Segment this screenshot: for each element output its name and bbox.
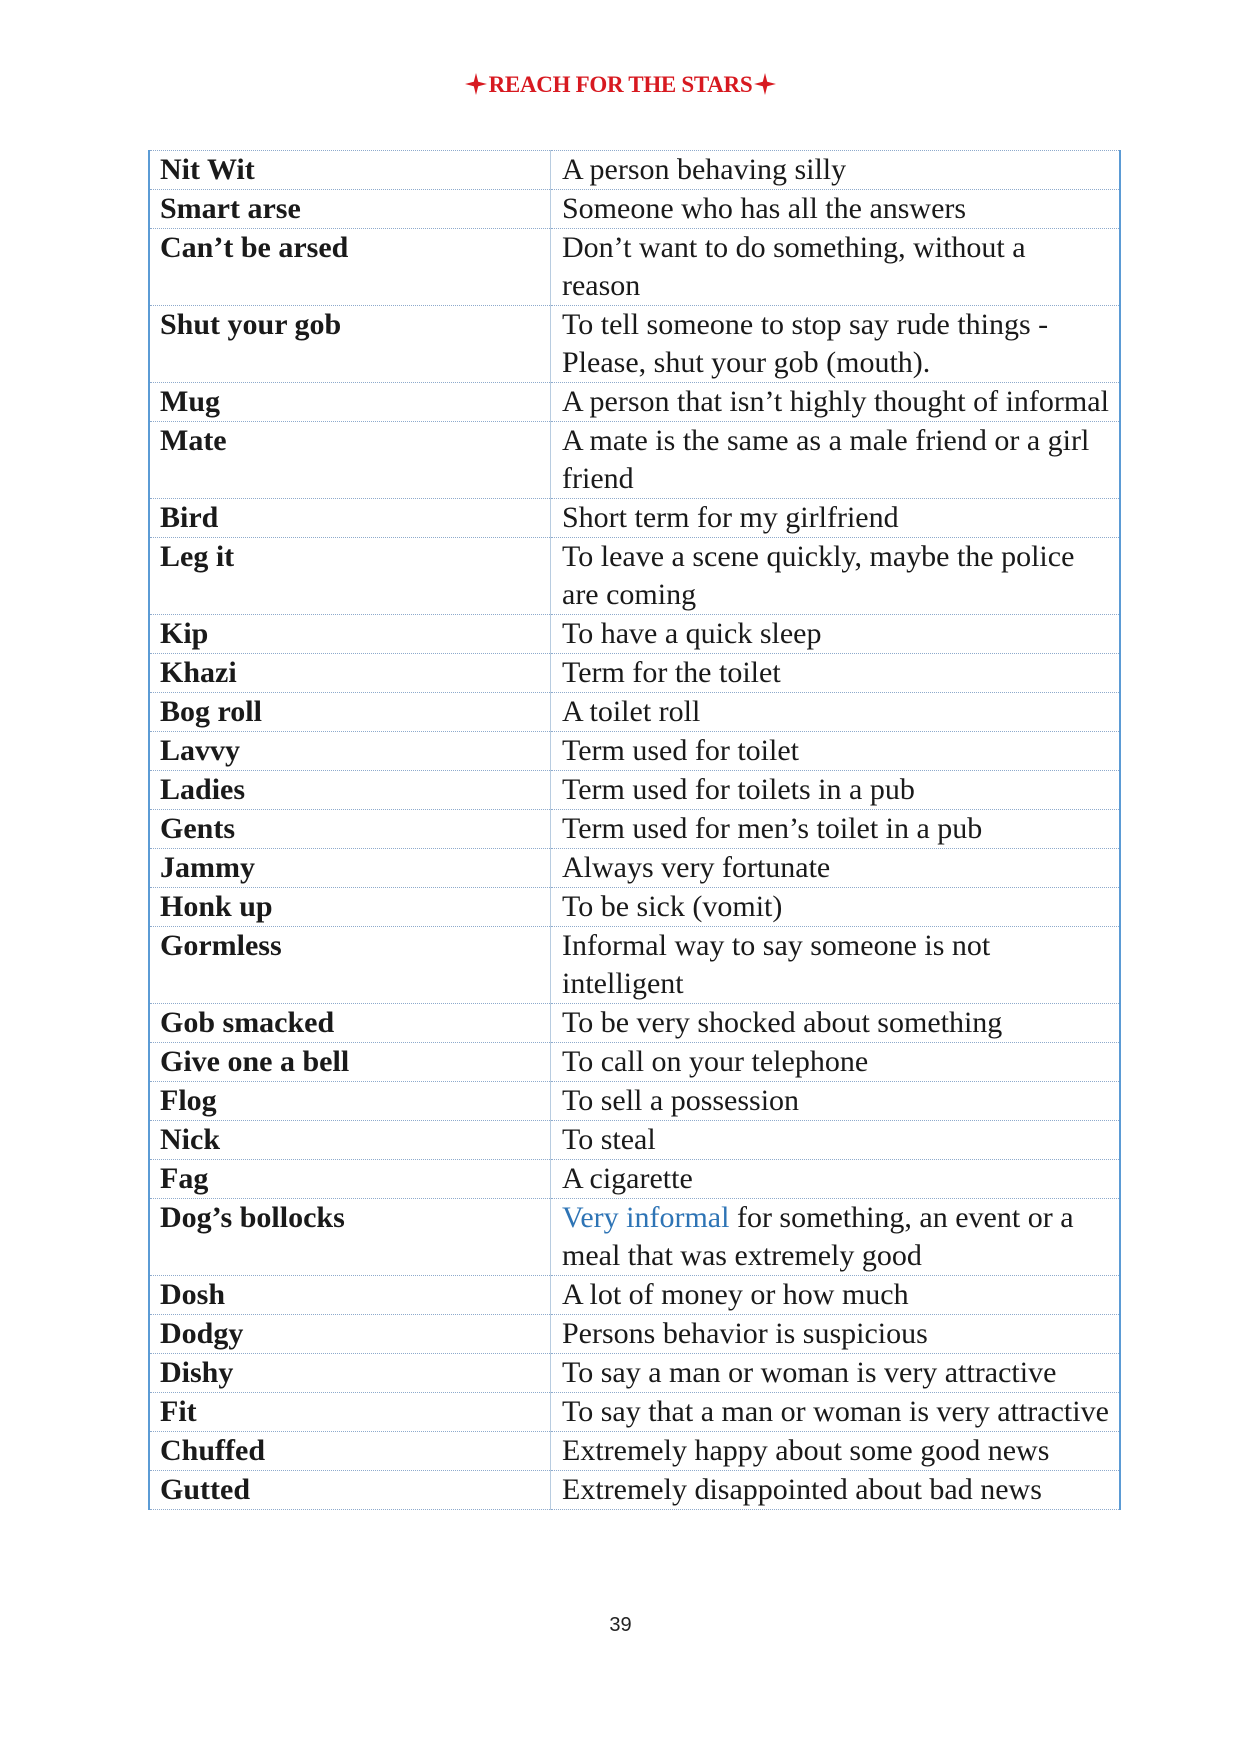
term-cell: Leg it — [149, 538, 551, 615]
definition-cell: Extremely disappointed about bad news — [551, 1471, 1121, 1510]
definition-cell: To say a man or woman is very attractive — [551, 1354, 1121, 1393]
table-row — [149, 1393, 1120, 1432]
table-row — [149, 927, 1120, 1004]
slang-table — [148, 150, 1121, 1510]
term-cell: Dog’s bollocks — [149, 1199, 551, 1276]
definition-cell: A person that isn’t highly thought of informal — [551, 383, 1121, 422]
definition-cell: To sell a possession — [551, 1082, 1121, 1121]
table-row — [149, 771, 1120, 810]
table-row — [149, 693, 1120, 732]
term-cell: Gents — [149, 810, 551, 849]
page-number: 39 — [609, 1614, 632, 1636]
table-row — [149, 849, 1120, 888]
definition-cell: Always very fortunate — [551, 849, 1121, 888]
table-row — [149, 306, 1120, 383]
term-cell: Khazi — [149, 654, 551, 693]
table-row — [149, 888, 1120, 927]
definition-cell: To say that a man or woman is very attractive — [551, 1393, 1121, 1432]
table-row — [149, 190, 1120, 229]
term-cell: Nit Wit — [149, 151, 551, 190]
page-header — [0, 72, 1241, 98]
table-row — [149, 654, 1120, 693]
table-row — [149, 732, 1120, 771]
table-row — [149, 615, 1120, 654]
table-row — [149, 229, 1120, 306]
term-cell: Mug — [149, 383, 551, 422]
table-row — [149, 1471, 1120, 1510]
term-cell: Gob smacked — [149, 1004, 551, 1043]
four-point-star-icon — [754, 73, 776, 95]
table-row — [149, 1276, 1120, 1315]
term-cell: Ladies — [149, 771, 551, 810]
definition-cell: Don’t want to do something, without a reason — [551, 229, 1121, 306]
definition-cell: To be very shocked about something — [551, 1004, 1121, 1043]
term-cell: Kip — [149, 615, 551, 654]
table-row — [149, 1199, 1120, 1276]
table-row — [149, 1160, 1120, 1199]
table-row — [149, 422, 1120, 499]
term-cell: Smart arse — [149, 190, 551, 229]
term-cell: Chuffed — [149, 1432, 551, 1471]
definition-cell: A mate is the same as a male friend or a girl friend — [551, 422, 1121, 499]
table-row — [149, 499, 1120, 538]
table-row — [149, 383, 1120, 422]
definition-cell: To steal — [551, 1121, 1121, 1160]
term-cell: Shut your gob — [149, 306, 551, 383]
definition-cell: Term used for toilets in a pub — [551, 771, 1121, 810]
table-row — [149, 151, 1120, 190]
term-cell: Lavvy — [149, 732, 551, 771]
term-cell: Dosh — [149, 1276, 551, 1315]
term-cell: Bog roll — [149, 693, 551, 732]
definition-cell: To tell someone to stop say rude things - Please, shut your gob (mouth). — [551, 306, 1121, 383]
table-row — [149, 1432, 1120, 1471]
table-row — [149, 1354, 1120, 1393]
table-row — [149, 1315, 1120, 1354]
definition-text: for something, an event or a meal that was extremely good — [562, 1201, 1074, 1272]
definition-cell: A toilet roll — [551, 693, 1121, 732]
highlighted-text: Very informal — [562, 1201, 730, 1234]
term-cell: Jammy — [149, 849, 551, 888]
definition-cell: A person behaving silly — [551, 151, 1121, 190]
table-row — [149, 1043, 1120, 1082]
definition-cell: Persons behavior is suspicious — [551, 1315, 1121, 1354]
term-cell: Can’t be arsed — [149, 229, 551, 306]
term-cell: Dodgy — [149, 1315, 551, 1354]
table-row — [149, 1004, 1120, 1043]
table-row — [149, 810, 1120, 849]
term-cell: Fit — [149, 1393, 551, 1432]
term-cell: Nick — [149, 1121, 551, 1160]
definition-cell: To be sick (vomit) — [551, 888, 1121, 927]
definition-cell: Term used for toilet — [551, 732, 1121, 771]
table-row — [149, 538, 1120, 615]
term-cell: Mate — [149, 422, 551, 499]
term-cell: Give one a bell — [149, 1043, 551, 1082]
definition-cell: Short term for my girlfriend — [551, 499, 1121, 538]
term-cell: Fag — [149, 1160, 551, 1199]
definition-cell: To call on your telephone — [551, 1043, 1121, 1082]
term-cell: Gormless — [149, 927, 551, 1004]
header-title: REACH FOR THE STARS — [488, 72, 753, 97]
definition-cell: Informal way to say someone is not intelligent — [551, 927, 1121, 1004]
term-cell: Dishy — [149, 1354, 551, 1393]
table-row — [149, 1082, 1120, 1121]
definition-cell — [551, 1199, 1121, 1276]
term-cell: Gutted — [149, 1471, 551, 1510]
definition-cell: To have a quick sleep — [551, 615, 1121, 654]
definition-cell: To leave a scene quickly, maybe the police are coming — [551, 538, 1121, 615]
table-row — [149, 1121, 1120, 1160]
term-cell: Bird — [149, 499, 551, 538]
definition-cell: A cigarette — [551, 1160, 1121, 1199]
definition-cell: Term for the toilet — [551, 654, 1121, 693]
four-point-star-icon — [465, 73, 487, 95]
definition-cell: Extremely happy about some good news — [551, 1432, 1121, 1471]
definition-cell: Term used for men’s toilet in a pub — [551, 810, 1121, 849]
term-cell: Honk up — [149, 888, 551, 927]
term-cell: Flog — [149, 1082, 551, 1121]
definition-cell: Someone who has all the answers — [551, 190, 1121, 229]
definition-cell: A lot of money or how much — [551, 1276, 1121, 1315]
